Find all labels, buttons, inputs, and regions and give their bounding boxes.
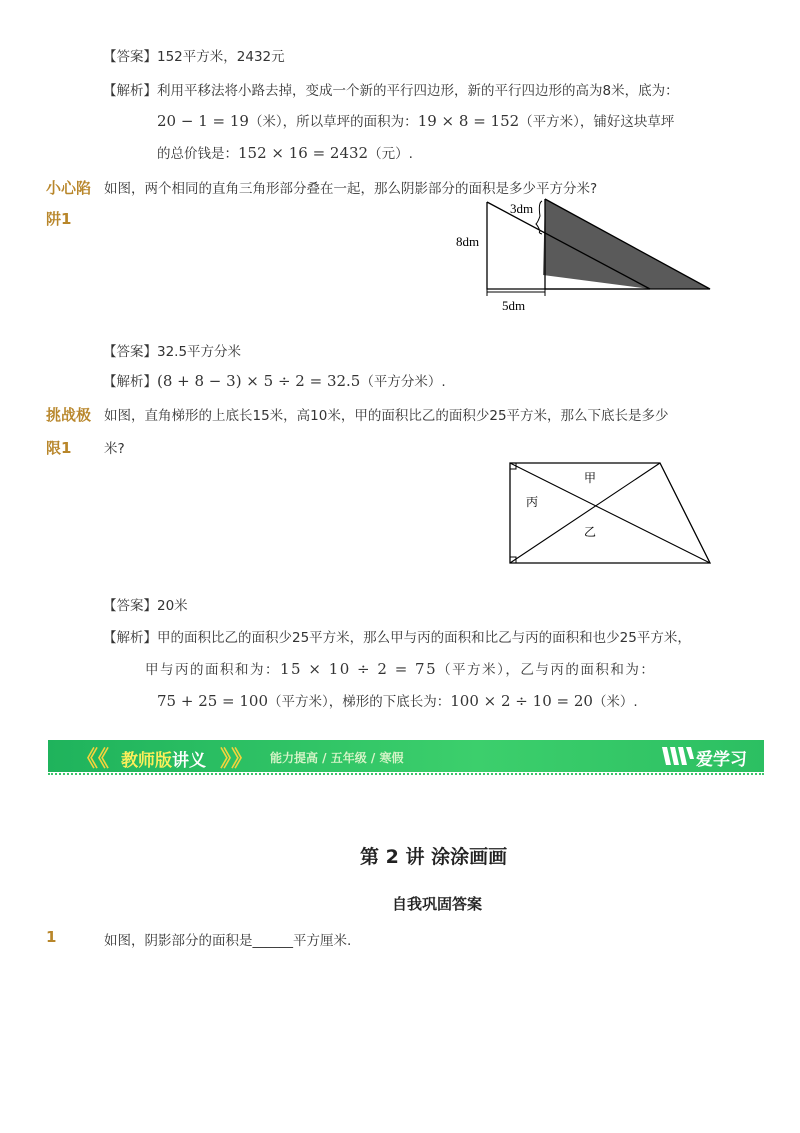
logo-icon [660, 743, 696, 769]
math-expression: 19 × 8 = 152 [417, 112, 520, 130]
side-label-trap: 小心陷 [46, 179, 92, 197]
analysis-line-2 [157, 110, 674, 130]
analysis-tag: 【解析】 [103, 83, 157, 99]
side-label-challenge: 挑战极 [46, 406, 92, 424]
answer-tag: 【答案】 [103, 344, 157, 360]
analysis-text: （平方分米）. [360, 374, 446, 390]
math-expression: 100 × 2 ÷ 10 = 20 [450, 692, 593, 710]
math-expression: (8 + 8 − 3) × 5 ÷ 2 = 32.5 [157, 372, 361, 390]
banner-title-part-a: 教师版 [121, 751, 172, 771]
analysis-text: （平方米），铺好这块草坪 [519, 114, 675, 130]
banner-divider [48, 773, 764, 775]
side-label-trap-number: 阱1 [46, 210, 72, 228]
analysis-line [103, 370, 446, 390]
analysis-text: （平方米），乙与丙的面积和为： [437, 662, 656, 678]
answer-text: 152平方米，2432元 [157, 49, 285, 65]
section-subtitle: 自我巩固答案 [392, 895, 483, 913]
label-3dm: 3dm [510, 201, 534, 216]
math-expression: 20 − 1 = 19 [157, 112, 249, 130]
analysis-line-2 [145, 658, 655, 678]
answer-blank: ______ [252, 933, 293, 949]
analysis-text: 的总价钱是： [157, 146, 238, 162]
analysis-line-3 [157, 142, 413, 162]
banner-title [121, 746, 206, 771]
math-expression: 152 × 16 = 2432 [238, 144, 369, 162]
question-unit: 平方厘米. [293, 933, 352, 949]
logo-text: 爱学习 [696, 750, 747, 770]
math-expression: 15 × 10 ÷ 2 = 75 [280, 660, 438, 678]
chevron-left-icon: 《《 [76, 747, 110, 772]
diagonal-1 [510, 463, 710, 563]
label-5dm: 5dm [502, 298, 526, 313]
analysis-tag: 【解析】 [103, 374, 157, 390]
trapezoid-figure [500, 455, 720, 570]
answer-line [103, 45, 285, 65]
question-text: 如图，两个相同的直角三角形部分叠在一起，那么阴影部分的面积是多少平方分米? [104, 181, 598, 197]
analysis-line-1 [103, 626, 691, 646]
banner-title-part-b: 讲义 [172, 751, 206, 771]
side-label-challenge-number: 限1 [46, 439, 72, 457]
question-number: 1 [46, 928, 57, 946]
lecture-title: 第 2 讲 涂涂画画 [360, 846, 508, 868]
analysis-text: （平方米），梯形的下底长为： [268, 694, 451, 710]
question-text: 米? [104, 441, 125, 457]
answer-text: 20米 [157, 598, 188, 614]
analysis-text: 甲的面积比乙的面积少25平方米，那么甲与丙的面积和比乙与丙的面积和也少25平方米， [157, 630, 691, 646]
question-text: 如图，直角梯形的上底长15米，高10米，甲的面积比乙的面积少25平方米，那么下底长是多少 [104, 408, 669, 424]
overlapping-triangles-figure [450, 193, 730, 318]
label-8dm: 8dm [456, 234, 480, 249]
analysis-line-3 [157, 690, 638, 710]
label-yi: 乙 [584, 525, 597, 539]
analysis-text: 利用平移法将小路去掉，变成一个新的平行四边形，新的平行四边形的高为8米，底为： [157, 83, 679, 99]
chevron-right-icon: 》》 [220, 747, 254, 772]
answer-tag: 【答案】 [103, 49, 157, 65]
analysis-line-1 [103, 79, 679, 99]
answer-tag: 【答案】 [103, 598, 157, 614]
analysis-text: （米）. [592, 694, 638, 710]
analysis-text: （米），所以草坪的面积为： [248, 114, 418, 130]
answer-line [103, 340, 241, 360]
label-jia: 甲 [584, 471, 597, 485]
label-bing: 丙 [526, 495, 539, 509]
math-expression: 75 + 25 = 100 [157, 692, 269, 710]
analysis-text: （元）. [368, 146, 413, 162]
grade-info: 能力提高 / 五年级 / 寒假 [270, 751, 404, 765]
analysis-text: 甲与丙的面积和为： [145, 662, 280, 678]
analysis-tag: 【解析】 [103, 630, 157, 646]
page-banner [48, 740, 764, 772]
answer-line [103, 594, 188, 614]
question-text [104, 929, 351, 949]
answer-text: 32.5平方分米 [157, 344, 242, 360]
question-stem: 如图，阴影部分的面积是 [104, 933, 253, 949]
